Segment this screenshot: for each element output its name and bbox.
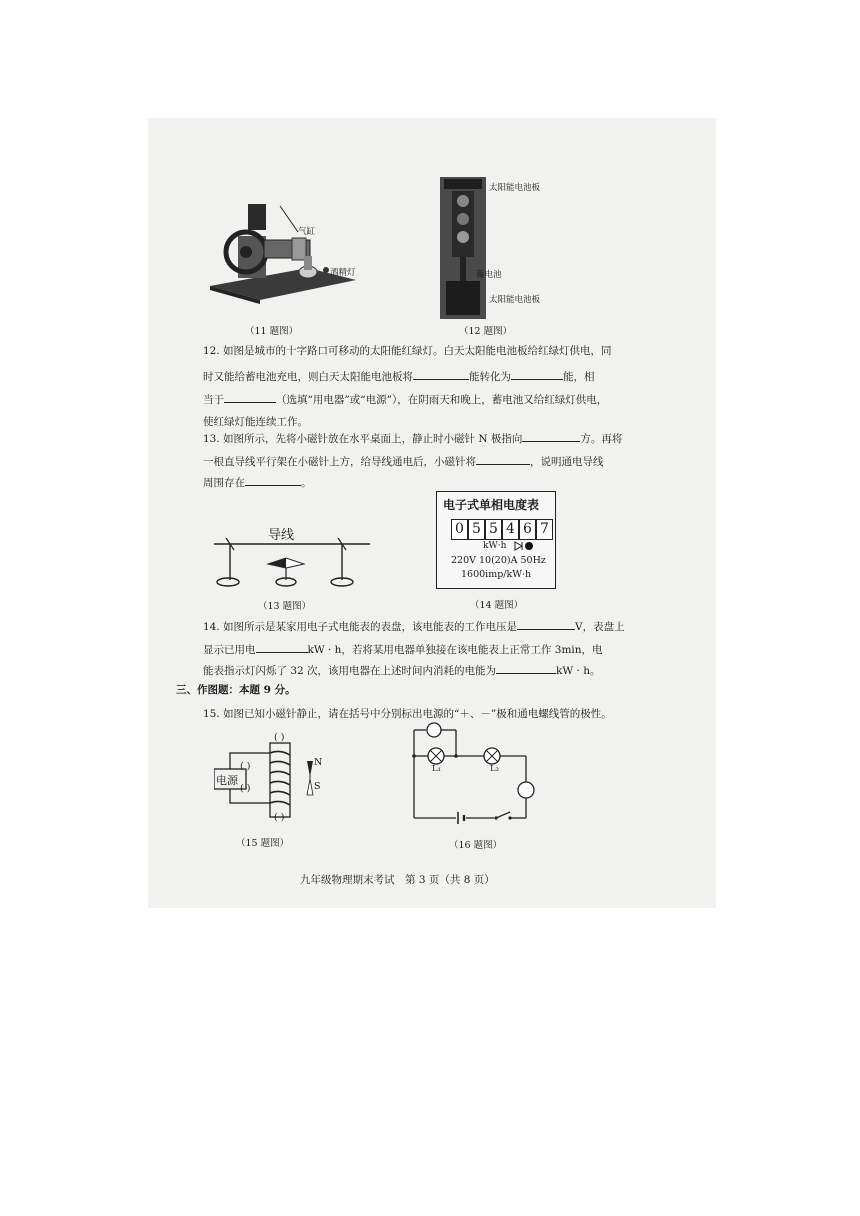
fig16-label-l2: L₂ xyxy=(490,764,500,774)
fig13-label-wire: 导线 xyxy=(268,528,295,543)
meter-digit: 6 xyxy=(519,519,536,540)
fig16-label-l1: L₁ xyxy=(432,764,442,774)
q14-line3: 能表指示灯闪烁了 32 次，该用电器在上述时间内消耗的电能为 kW · h。 xyxy=(203,662,600,678)
fig15-bracket-bottom: ( ) xyxy=(274,812,285,823)
q12-line3: 当于 （选填“用电器”或“电源”），在阴雨天和晚上，蓄电池又给红绿灯供电， xyxy=(203,391,607,407)
fig12-label-bottom-panel: 太阳能电池板 xyxy=(489,295,541,305)
fig16-circuit-diagram xyxy=(410,722,540,830)
q14-line2: 显示已用电 kW · h，若将某用电器单独接在该电能表上正常工作 3min，电 xyxy=(203,641,603,657)
answer-blank[interactable] xyxy=(476,453,530,465)
fig12-label-top-panel: 太阳能电池板 xyxy=(489,183,541,193)
indicator-lamp-icon xyxy=(513,541,535,551)
fig12-traffic-light-photo xyxy=(440,177,490,319)
meter-digit: 4 xyxy=(502,519,519,540)
meter-spec-2: 1600imp/kW·h xyxy=(461,569,532,580)
q13-line1: 13. 如图所示，先将小磁针放在水平桌面上，静止时小磁针 N 极指向 方。再将 xyxy=(203,430,622,446)
answer-blank[interactable] xyxy=(245,474,301,486)
fig12-label-battery: 蓄电池 xyxy=(476,270,502,280)
fig13-caption: （13 题图） xyxy=(258,601,312,612)
fig15-label-power: 电源 xyxy=(216,774,238,787)
fig15-caption: （15 题图） xyxy=(236,838,290,849)
fig11-engine-photo xyxy=(208,196,358,304)
fig14-meter-panel xyxy=(436,491,556,589)
fig11-label-lamp: 酒精灯 xyxy=(330,268,356,278)
answer-blank[interactable] xyxy=(511,368,563,380)
meter-digit: 5 xyxy=(468,519,485,540)
fig15-label-n: N xyxy=(314,757,323,768)
fig15-label-s: S xyxy=(314,781,321,792)
meter-digit: 5 xyxy=(485,519,502,540)
q15-text: 15. 如图已知小磁针静止，请在括号中分别标出电源的“＋、－”极和通电螺线管的极性。 xyxy=(203,708,612,720)
fig11-label-cylinder: 气缸 xyxy=(298,227,316,237)
q12-line1: 12. 如图是城市的十字路口可移动的太阳能红绿灯。白天太阳能电池板给红绿灯供电，同 xyxy=(203,345,612,357)
answer-blank[interactable] xyxy=(517,618,575,630)
page-footer: 九年级物理期末考试 第 3 页（共 8 页） xyxy=(300,874,495,886)
meter-digit: 7 xyxy=(536,519,553,540)
fig12-caption: （12 题图） xyxy=(459,326,513,337)
answer-blank[interactable] xyxy=(224,391,276,403)
q13-line3: 周围存在 。 xyxy=(203,474,312,490)
fig15-bracket-left-top: ( ) xyxy=(240,761,251,772)
meter-digit: 0 xyxy=(451,519,468,540)
q13-line2: 一根直导线平行架在小磁针上方，给导线通电后，小磁针将 ，说明通电导线 xyxy=(203,453,604,469)
q12-line2: 时又能给蓄电池充电，则白天太阳能电池板将 能转化为 能，相 xyxy=(203,368,595,384)
fig14-caption: （14 题图） xyxy=(470,600,524,611)
fig16-caption: （16 题图） xyxy=(449,840,503,851)
fig11-caption: （11 题图） xyxy=(245,326,299,337)
answer-blank[interactable] xyxy=(496,662,556,674)
fig15-bracket-left-bottom: ( ) xyxy=(240,783,251,794)
meter-title: 电子式单相电度表 xyxy=(443,498,540,512)
answer-blank[interactable] xyxy=(413,368,469,380)
answer-blank[interactable] xyxy=(256,641,308,653)
q14-line1: 14. 如图所示是某家用电子式电能表的表盘，该电能表的工作电压是 V，表盘上 xyxy=(203,618,625,634)
answer-blank[interactable] xyxy=(522,430,580,442)
meter-unit: kW·h xyxy=(483,541,507,551)
meter-spec-1: 220V 10(20)A 50Hz xyxy=(451,555,546,566)
fig15-bracket-top: ( ) xyxy=(274,732,285,743)
section-heading-drawing: 三、作图题：本题 9 分。 xyxy=(176,684,296,696)
q12-line4: 使红绿灯能连续工作。 xyxy=(203,416,308,428)
